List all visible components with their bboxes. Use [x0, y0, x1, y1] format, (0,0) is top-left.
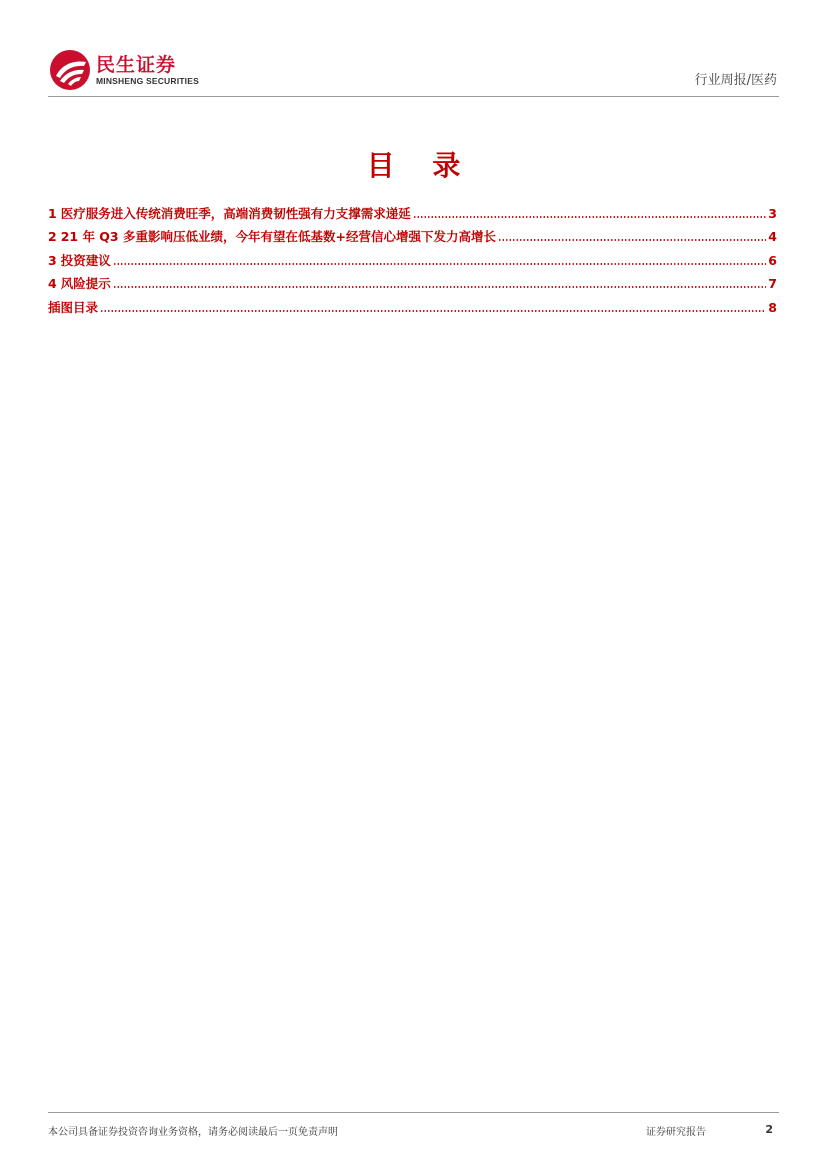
- toc-item-number: 4: [48, 276, 57, 291]
- toc-item[interactable]: [48, 245, 777, 269]
- toc-item-label: 投资建议: [60, 252, 111, 268]
- toc-item-label: 医疗服务进入传统消费旺季，高端消费韧性强有力支撑需求递延: [60, 205, 411, 221]
- dot-leader: [113, 262, 767, 266]
- company-logo: [48, 48, 199, 92]
- table-of-contents: [48, 198, 777, 316]
- toc-item-label: 风险提示: [60, 276, 111, 291]
- logo-chinese-name: 民生证券: [96, 53, 177, 76]
- toc-item-number: 1: [48, 205, 57, 221]
- toc-item-page: 6: [768, 252, 777, 268]
- toc-item-page: 8: [768, 299, 777, 315]
- minsheng-logo-icon: [48, 48, 92, 92]
- logo-english-name: MINSHENG SECURITIES: [96, 75, 199, 86]
- page-header: [48, 44, 779, 97]
- toc-item-label: 21 年 Q3 多重影响压低业绩，今年有望在低基数+经营信心增强下发力高增长: [60, 229, 496, 244]
- dot-leader: [113, 285, 767, 289]
- toc-item[interactable]: [48, 292, 777, 316]
- toc-item-number: 3: [48, 252, 57, 268]
- toc-item-label: 插图目录: [48, 299, 99, 315]
- page-footer: [48, 1112, 779, 1138]
- page-number: 2: [765, 1123, 773, 1136]
- toc-item-page: 3: [768, 205, 777, 221]
- report-type: 证券研究报告: [646, 1127, 706, 1138]
- dot-leader: [100, 309, 766, 313]
- report-category: 行业周报/医药: [694, 73, 777, 88]
- disclaimer-text: 本公司具备证券投资咨询业务资格，请务必阅读最后一页免责声明: [48, 1127, 338, 1138]
- toc-item[interactable]: [48, 198, 777, 222]
- dot-leader: [498, 238, 766, 242]
- toc-item-page: 4: [768, 229, 777, 244]
- toc-item-page: 7: [768, 276, 777, 291]
- dot-leader: [413, 215, 767, 219]
- toc-item[interactable]: [48, 222, 777, 246]
- toc-item-number: 2: [48, 229, 57, 244]
- toc-item[interactable]: [48, 269, 777, 293]
- toc-title: 目 录: [366, 149, 475, 182]
